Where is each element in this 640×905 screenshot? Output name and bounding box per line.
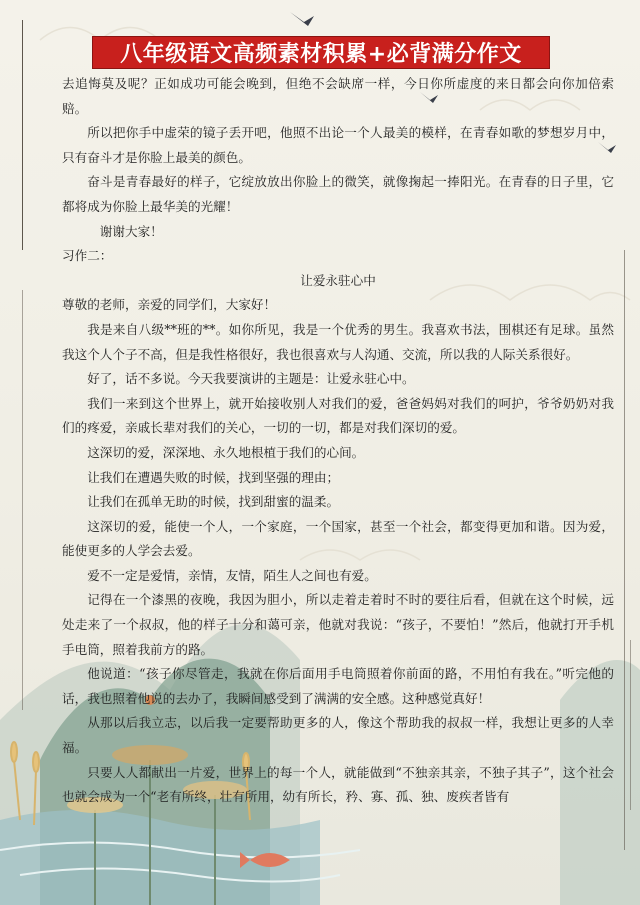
paragraph-3: 奋斗是青春最好的样子，它绽放放出你脸上的微笑，就像掬起一捧阳光。在青春的日子里，它都将成为你脸上最华美的光耀！ xyxy=(62,174,614,214)
frame-line-left-mid xyxy=(22,290,23,710)
paragraph-topic: 好了，话不多说。今天我要演讲的主题是：让爱永驻心中。 xyxy=(87,371,415,387)
paragraph-rooted: 这深切的爱，深深地、永久地根植于我们的心间。 xyxy=(87,444,365,460)
paragraph-1: 去追悔莫及呢？正如成功可能会晚到，但绝不会缺席一样，今日你所虚度的来日都会向你加倍索赔。 xyxy=(62,76,614,116)
title-banner xyxy=(92,36,550,69)
frame-line-right xyxy=(624,250,625,850)
paragraph-resolve: 从那以后我立志，以后我一定要帮助更多的人，像这个帮助我的叔叔一样，我想让更多的人幸福。 xyxy=(62,715,614,756)
frame-line-right-short xyxy=(630,640,631,810)
paragraph-kinds: 爱不一定是爱情，亲情，友情，陌生人之间也有爱。 xyxy=(87,567,377,583)
paragraph-harmony: 这深切的爱，能使一个人，一个家庭，一个国家，甚至一个社会，都变得更加和谐。因为爱，能使更多的人学会去爱。 xyxy=(62,518,614,559)
paragraph-failure: 让我们在遭遇失败的时候，找到坚强的理由； xyxy=(87,469,340,485)
paragraph-night: 记得在一个漆黑的夜晚，我因为胆小，所以走着走着时不时的要往后看，但就在这个时候，远处走来了一个叔叔，他的样子十分和蔼可亲，他就对我说：“孩子，不要怕！”然后，他就打开手机手电筒，照着我前方的路。 xyxy=(62,592,614,657)
paragraph-uncle: 他说道：“孩子你尽管走，我就在你后面用手电筒照着你前面的路，不用怕有我在。”听完他的话，我也照着他说的去办了，我瞬间感受到了满满的安全感。这种感觉真好！ xyxy=(62,666,614,706)
paragraph-lonely: 让我们在孤单无助的时候，找到甜蜜的温柔。 xyxy=(87,494,340,510)
paragraph-2: 所以把你手中虚荣的镜子丢开吧，他照不出论一个人最美的模样，在青春如歌的梦想岁月中，只有奋斗才是你脸上最美的颜色。 xyxy=(62,125,614,165)
section-label: 习作二： xyxy=(62,248,113,264)
article-body xyxy=(62,72,614,810)
closing-thanks: 谢谢大家！ xyxy=(99,223,163,239)
paragraph-intro: 我是来自八级**班的**。如你所见，我是一个优秀的男生。我喜欢书法，围棋还有足球。虽然我这个人个子不高，但是我性格很好，我也很喜欢与人沟通、交流，所以我的人际关系很好。 xyxy=(62,321,614,362)
essay-title: 让爱永驻心中 xyxy=(300,272,376,288)
banner-title: 八年级语文高频素材积累+必背满分作文 xyxy=(120,42,522,67)
salutation: 尊敬的老师，亲爱的同学们，大家好！ xyxy=(62,297,277,313)
paragraph-society: 只要人人都献出一片爱，世界上的每一个人，就能做到“不独亲其亲，不独子其子”，这个社会也就会成为一个“老有所终，壮有所用，幼有所长，矜、寡、孤、独、废疾者皆有 xyxy=(62,764,614,805)
frame-line-left-top xyxy=(22,20,23,250)
paragraph-love: 我们一来到这个世界上，就开始接收别人对我们的爱，爸爸妈妈对我们的呵护，爷爷奶奶对我们的疼爱，亲戚长辈对我们的关心，一切的一切，都是对我们深切的爱。 xyxy=(62,395,614,436)
